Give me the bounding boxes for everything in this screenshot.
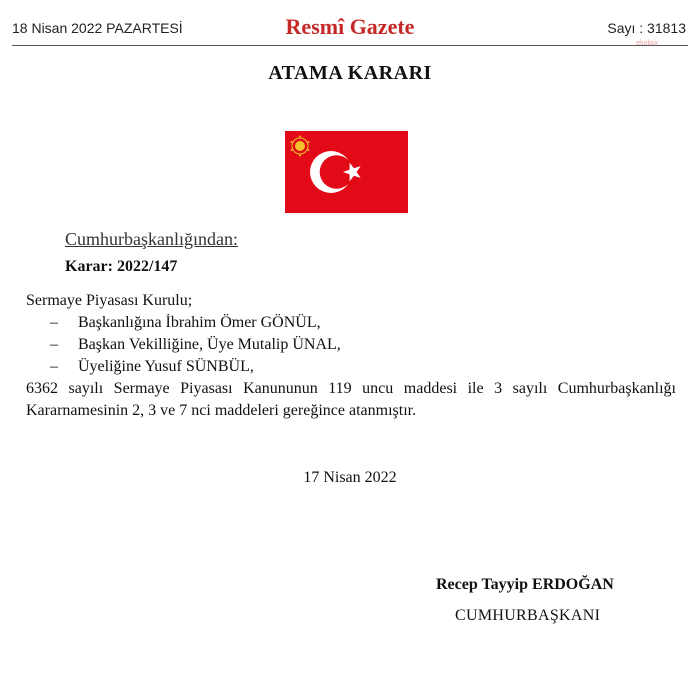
body-paragraph: 6362 sayılı Sermaye Piyasası Kanununun 119 uncu maddesi ile 3 sayılı Cumhurbaşkanlığı Kararnamesinin 2, 3 ve 7 nci maddeleri gereğince atanmıştır. xyxy=(26,380,676,419)
list-marker: – xyxy=(50,336,58,353)
turkish-flag-image xyxy=(285,131,408,213)
list-item xyxy=(26,312,341,334)
appointment-text: Üyeliğine Yusuf SÜNBÜL, xyxy=(78,358,254,375)
decision-number: Karar: 2022/147 xyxy=(65,258,178,275)
issuer-heading: Cumhurbaşkanlığından: xyxy=(65,229,238,249)
list-item xyxy=(26,356,341,378)
header-divider xyxy=(12,45,688,46)
list-marker: – xyxy=(50,314,58,331)
list-item xyxy=(26,334,341,356)
gazette-title: Resmî Gazete xyxy=(285,14,415,39)
signer-name: Recep Tayyip ERDOĞAN xyxy=(436,576,614,593)
issue-number: Sayı : 31813 xyxy=(607,20,686,36)
signer-title: CUMHURBAŞKANI xyxy=(455,607,601,624)
list-marker: – xyxy=(50,358,58,375)
document-title: ATAMA KARARI xyxy=(268,62,432,84)
watermark: ekolaix xyxy=(636,40,658,47)
decision-date: 17 Nisan 2022 xyxy=(303,469,397,486)
appointment-text: Başkan Vekilliğine, Üye Mutalip ÜNAL, xyxy=(78,336,341,353)
header-date: 18 Nisan 2022 PAZARTESİ xyxy=(12,20,183,36)
appointment-list xyxy=(26,312,341,378)
appointment-text: Başkanlığına İbrahim Ömer GÖNÜL, xyxy=(78,314,321,331)
intro-line: Sermaye Piyasası Kurulu; xyxy=(26,292,193,309)
